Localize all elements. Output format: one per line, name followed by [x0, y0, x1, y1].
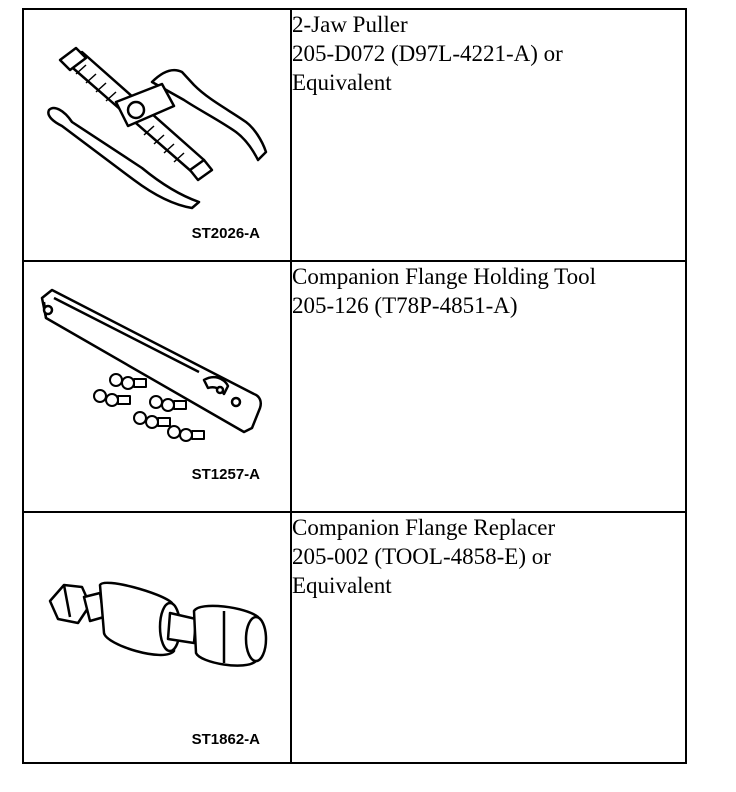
flange-replacer-illustration	[24, 513, 290, 762]
illustration-code: ST1862-A	[191, 731, 260, 748]
tool-equivalent: Equivalent	[292, 573, 392, 598]
tool-name: Companion Flange Replacer	[292, 515, 556, 540]
tool-illustration-cell	[23, 261, 291, 512]
tool-row-two-jaw-puller	[23, 9, 686, 261]
tool-row-flange-holding-tool	[23, 261, 686, 512]
tool-name: 2-Jaw Puller	[292, 12, 408, 37]
two-jaw-puller-illustration	[24, 10, 290, 260]
tool-description	[292, 10, 685, 97]
tool-description	[292, 513, 685, 600]
tool-description-cell	[291, 261, 686, 512]
tool-equivalent: Equivalent	[292, 70, 392, 95]
tool-number: 205-D072 (D97L-4221-A) or	[292, 41, 563, 66]
tool-description	[292, 262, 685, 320]
special-tools-table	[22, 8, 687, 764]
tool-illustration-cell	[23, 9, 291, 261]
illustration-code: ST2026-A	[191, 225, 260, 242]
tool-number: 205-126 (T78P-4851-A)	[292, 293, 518, 318]
tool-description-cell	[291, 512, 686, 763]
tool-row-flange-replacer	[23, 512, 686, 763]
illustration-code: ST1257-A	[191, 466, 260, 483]
tool-description-cell	[291, 9, 686, 261]
tool-name: Companion Flange Holding Tool	[292, 264, 596, 289]
tool-number: 205-002 (TOOL-4858-E) or	[292, 544, 551, 569]
tool-illustration-cell	[23, 512, 291, 763]
